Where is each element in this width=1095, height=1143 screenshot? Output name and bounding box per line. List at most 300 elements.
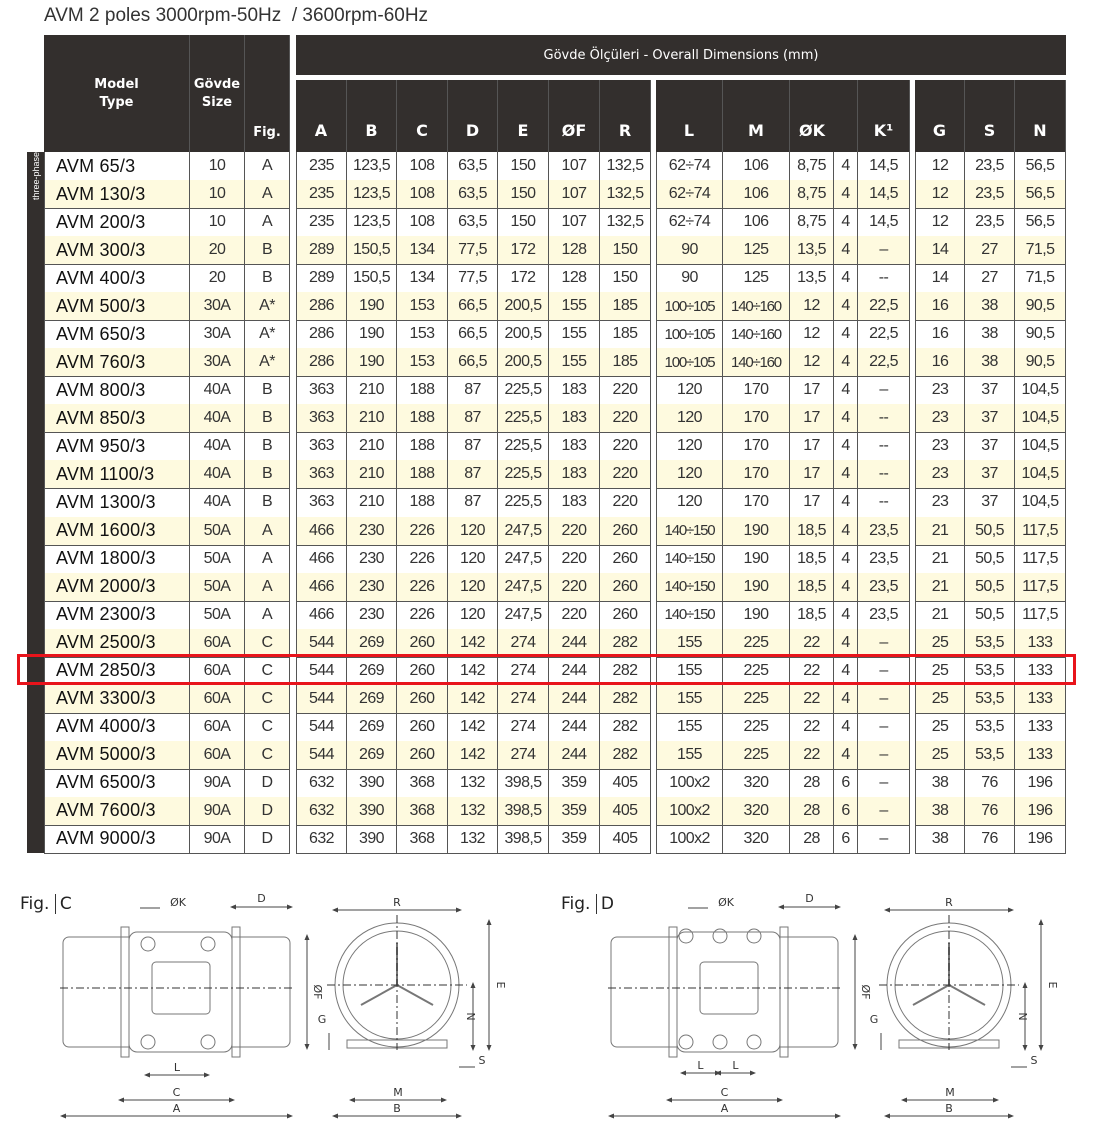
table-cell: 282	[600, 685, 651, 714]
table-cell: 120	[448, 601, 498, 630]
table-cell: 142	[448, 629, 498, 658]
table-cell: 6	[834, 769, 858, 798]
table-cell: 22	[790, 657, 834, 686]
table-cell: 117,5	[1015, 517, 1066, 546]
table-cell: 282	[600, 657, 651, 686]
table-cell: –	[858, 629, 910, 658]
header-dim-C: C	[397, 80, 448, 152]
table-cell: 104,5	[1015, 404, 1066, 433]
dimension-label-f: ØF	[311, 984, 324, 1000]
table-cell: 172	[498, 236, 549, 265]
table-cell: 12	[915, 152, 965, 181]
table-cell: 260	[600, 601, 651, 630]
table-cell: 8,75	[790, 152, 834, 181]
table-cell: 282	[600, 629, 651, 658]
table-cell: 244	[549, 657, 600, 686]
table-cell: 53,5	[965, 713, 1015, 742]
table-cell: 150,5	[347, 264, 397, 293]
table-cell: 150,5	[347, 236, 397, 265]
header-size	[190, 35, 245, 152]
model-name-cell: AVM 300/3	[44, 236, 190, 265]
table-cell: 183	[549, 376, 600, 405]
table-cell: 71,5	[1015, 236, 1066, 265]
table-cell: 170	[723, 404, 790, 433]
model-name-cell: AVM 9000/3	[44, 825, 190, 854]
table-cell: –	[858, 769, 910, 798]
table-cell: 120	[656, 404, 723, 433]
dimension-label-g: G	[869, 1013, 879, 1026]
table-cell: 260	[397, 629, 448, 658]
table-cell: 247,5	[498, 601, 549, 630]
header-dim-ØK: ØK	[790, 80, 834, 152]
table-cell: 56,5	[1015, 208, 1066, 237]
dimension-drawings	[0, 860, 1095, 1143]
table-cell: 27	[965, 264, 1015, 293]
table-cell: 106	[723, 152, 790, 181]
table-cell: 225,5	[498, 460, 549, 489]
table-cell: 27	[965, 236, 1015, 265]
table-cell: 225,5	[498, 488, 549, 517]
table-cell: 108	[397, 152, 448, 181]
table-cell: 120	[656, 432, 723, 461]
table-cell: B	[245, 488, 290, 517]
table-cell: 66,5	[448, 292, 498, 321]
table-cell: –	[858, 825, 910, 854]
table-cell: 22	[790, 713, 834, 742]
table-cell: 117,5	[1015, 573, 1066, 602]
table-cell: 286	[296, 348, 347, 377]
table-cell: 23	[915, 460, 965, 489]
model-name-cell: AVM 6500/3	[44, 769, 190, 798]
table-cell: 188	[397, 404, 448, 433]
table-cell: 60A	[190, 657, 245, 686]
table-cell: 20	[190, 236, 245, 265]
model-name-cell: AVM 650/3	[44, 320, 190, 349]
table-cell: 10	[190, 180, 245, 209]
table-cell: 363	[296, 376, 347, 405]
table-cell: 14,5	[858, 180, 910, 209]
table-cell: 21	[915, 545, 965, 574]
table-cell: 140÷160	[723, 348, 790, 377]
table-cell: 38	[965, 320, 1015, 349]
table-cell: 134	[397, 236, 448, 265]
table-cell: 220	[600, 376, 651, 405]
table-cell: 359	[549, 825, 600, 854]
table-cell: 200,5	[498, 320, 549, 349]
table-cell: 190	[347, 348, 397, 377]
dimension-label-e: E	[1046, 981, 1059, 989]
table-cell: 125	[723, 236, 790, 265]
table-cell: –	[858, 685, 910, 714]
fig-d-prefix: Fig.	[561, 894, 591, 914]
table-cell: 23,5	[965, 208, 1015, 237]
header-dim-S: S	[965, 80, 1015, 152]
model-name-cell: AVM 850/3	[44, 404, 190, 433]
dimension-label-s: S	[478, 1054, 486, 1067]
table-cell: 28	[790, 797, 834, 826]
table-cell: 188	[397, 432, 448, 461]
table-cell: 269	[347, 629, 397, 658]
table-cell: 142	[448, 657, 498, 686]
table-cell: 12	[790, 292, 834, 321]
table-cell: 23,5	[858, 517, 910, 546]
table-cell: 4	[834, 432, 858, 461]
table-cell: 269	[347, 713, 397, 742]
dimension-label-b: B	[393, 1102, 401, 1115]
table-cell: 76	[965, 797, 1015, 826]
table-cell: 123,5	[347, 152, 397, 181]
table-cell: 544	[296, 629, 347, 658]
table-cell: 25	[915, 629, 965, 658]
table-cell: 50A	[190, 517, 245, 546]
table-cell: 320	[723, 825, 790, 854]
table-cell: D	[245, 797, 290, 826]
dimension-label-d: D	[257, 892, 266, 905]
table-cell: 123,5	[347, 208, 397, 237]
table-cell: 4	[834, 348, 858, 377]
table-cell: 363	[296, 432, 347, 461]
table-cell: 235	[296, 208, 347, 237]
table-cell: A*	[245, 292, 290, 321]
table-cell: 244	[549, 713, 600, 742]
table-cell: 100x2	[656, 825, 723, 854]
table-cell: 40A	[190, 432, 245, 461]
table-cell: 183	[549, 404, 600, 433]
table-cell: 226	[397, 573, 448, 602]
table-cell: 22	[790, 741, 834, 770]
model-name-cell: AVM 3300/3	[44, 685, 190, 714]
table-cell: 100÷105	[656, 320, 723, 349]
dimension-label-g: G	[317, 1013, 327, 1026]
table-cell: 37	[965, 460, 1015, 489]
table-cell: 53,5	[965, 629, 1015, 658]
table-cell: 269	[347, 741, 397, 770]
table-cell: D	[245, 769, 290, 798]
table-cell: 90,5	[1015, 320, 1066, 349]
dimension-label-a: A	[720, 1102, 729, 1115]
table-cell: 25	[915, 741, 965, 770]
table-cell: 14	[915, 236, 965, 265]
center-frame	[677, 932, 780, 1052]
table-cell: 40A	[190, 376, 245, 405]
table-cell: 13,5	[790, 264, 834, 293]
table-cell: 170	[723, 488, 790, 517]
table-cell: 50,5	[965, 601, 1015, 630]
table-cell: 50A	[190, 573, 245, 602]
table-cell: 244	[549, 629, 600, 658]
table-cell: --	[858, 404, 910, 433]
table-cell: 18,5	[790, 601, 834, 630]
model-name-cell: AVM 4000/3	[44, 713, 190, 742]
table-cell: 38	[965, 292, 1015, 321]
table-cell: 90,5	[1015, 348, 1066, 377]
table-cell: 4	[834, 573, 858, 602]
model-name-cell: AVM 1800/3	[44, 545, 190, 574]
table-cell: 140÷160	[723, 292, 790, 321]
table-cell: 210	[347, 404, 397, 433]
table-cell: B	[245, 460, 290, 489]
table-cell: 132	[448, 825, 498, 854]
table-cell: 6	[834, 825, 858, 854]
table-cell: 220	[600, 432, 651, 461]
model-name-cell: AVM 7600/3	[44, 797, 190, 826]
page-title: AVM 2 poles 3000rpm-50Hz / 3600rpm-60Hz	[44, 5, 429, 26]
table-cell: 30A	[190, 348, 245, 377]
table-cell: 544	[296, 657, 347, 686]
table-cell: 106	[723, 208, 790, 237]
flange-right	[232, 927, 240, 1057]
table-cell: 226	[397, 601, 448, 630]
table-cell: 132	[448, 797, 498, 826]
table-cell: 225	[723, 685, 790, 714]
table-cell: 4	[834, 320, 858, 349]
table-cell: 100x2	[656, 769, 723, 798]
table-cell: 62÷74	[656, 152, 723, 181]
table-cell: 60A	[190, 685, 245, 714]
table-cell: 120	[656, 488, 723, 517]
header-model-type	[44, 35, 190, 152]
table-cell: 87	[448, 488, 498, 517]
table-cell: 40A	[190, 404, 245, 433]
header-dim-count	[834, 80, 858, 152]
table-cell: 63,5	[448, 208, 498, 237]
table-cell: 16	[915, 292, 965, 321]
table-cell: 128	[549, 264, 600, 293]
table-cell: 153	[397, 348, 448, 377]
header-dim-B: B	[347, 80, 397, 152]
drawing-line	[397, 985, 433, 1005]
header-fig-label: Fig.	[253, 125, 281, 140]
table-cell: 368	[397, 769, 448, 798]
model-name-cell: AVM 1600/3	[44, 517, 190, 546]
header-fig	[245, 35, 290, 152]
table-cell: 56,5	[1015, 152, 1066, 181]
table-cell: 50,5	[965, 573, 1015, 602]
table-cell: 4	[834, 545, 858, 574]
table-cell: A	[245, 545, 290, 574]
table-cell: 50A	[190, 545, 245, 574]
drawing-line	[361, 985, 397, 1005]
table-cell: 140÷150	[656, 545, 723, 574]
table-cell: 155	[656, 713, 723, 742]
table-cell: 286	[296, 292, 347, 321]
table-cell: 260	[600, 573, 651, 602]
table-cell: 368	[397, 797, 448, 826]
table-cell: 155	[549, 320, 600, 349]
table-cell: 155	[549, 348, 600, 377]
table-cell: 60A	[190, 713, 245, 742]
table-cell: 225	[723, 713, 790, 742]
table-cell: 17	[790, 376, 834, 405]
table-cell: 247,5	[498, 517, 549, 546]
table-cell: 363	[296, 404, 347, 433]
table-cell: A	[245, 180, 290, 209]
table-cell: 320	[723, 797, 790, 826]
table-cell: 225,5	[498, 376, 549, 405]
table-cell: 90	[656, 264, 723, 293]
table-cell: A	[245, 517, 290, 546]
header-dim-D: D	[448, 80, 498, 152]
table-cell: 50A	[190, 601, 245, 630]
table-cell: 21	[915, 573, 965, 602]
dimension-label-k: ØK	[170, 896, 186, 909]
table-cell: 117,5	[1015, 545, 1066, 574]
header-size-label: Gövde Size	[193, 76, 241, 110]
table-cell: –	[858, 236, 910, 265]
table-cell: 76	[965, 825, 1015, 854]
dimension-label-b: B	[945, 1102, 953, 1115]
header-dim-N: N	[1015, 80, 1066, 152]
table-cell: 260	[600, 517, 651, 546]
table-cell: 244	[549, 685, 600, 714]
header-dim-A: A	[296, 80, 347, 152]
table-cell: 56,5	[1015, 180, 1066, 209]
table-cell: 77,5	[448, 264, 498, 293]
table-cell: 128	[549, 236, 600, 265]
model-name-cell: AVM 800/3	[44, 376, 190, 405]
table-cell: –	[858, 741, 910, 770]
table-cell: 10	[190, 152, 245, 181]
table-cell: 170	[723, 460, 790, 489]
table-cell: 14,5	[858, 208, 910, 237]
fig-d-letter: D	[596, 894, 614, 914]
header-group	[296, 35, 1066, 75]
table-cell: 4	[834, 460, 858, 489]
table-cell: 544	[296, 713, 347, 742]
table-cell: 12	[915, 208, 965, 237]
table-cell: C	[245, 685, 290, 714]
table-cell: 4	[834, 152, 858, 181]
table-cell: 220	[600, 404, 651, 433]
table-cell: 37	[965, 432, 1015, 461]
table-cell: 108	[397, 180, 448, 209]
table-cell: 30A	[190, 292, 245, 321]
table-cell: 150	[498, 180, 549, 209]
table-cell: 196	[1015, 797, 1066, 826]
table-cell: 8,75	[790, 180, 834, 209]
table-cell: 196	[1015, 825, 1066, 854]
table-cell: B	[245, 404, 290, 433]
table-cell: 25	[915, 713, 965, 742]
table-cell: 23	[915, 404, 965, 433]
table-cell: 220	[549, 545, 600, 574]
table-cell: 123,5	[347, 180, 397, 209]
table-cell: 4	[834, 180, 858, 209]
table-cell: 132	[448, 769, 498, 798]
model-name-cell: AVM 2850/3	[44, 657, 190, 686]
table-cell: 210	[347, 488, 397, 517]
table-cell: 4	[834, 685, 858, 714]
table-cell: 230	[347, 545, 397, 574]
dimension-label-k: ØK	[718, 896, 734, 909]
table-cell: 8,75	[790, 208, 834, 237]
table-cell: 104,5	[1015, 376, 1066, 405]
dimension-label-f: ØF	[859, 984, 872, 1000]
table-cell: 90A	[190, 769, 245, 798]
model-name-cell: AVM 2000/3	[44, 573, 190, 602]
table-cell: 274	[498, 657, 549, 686]
table-cell: 466	[296, 545, 347, 574]
table-cell: --	[858, 432, 910, 461]
table-cell: A*	[245, 348, 290, 377]
table-cell: 405	[600, 825, 651, 854]
table-cell: 100x2	[656, 797, 723, 826]
table-cell: 133	[1015, 629, 1066, 658]
dimension-label-s: S	[1030, 1054, 1038, 1067]
table-cell: 53,5	[965, 685, 1015, 714]
table-cell: 16	[915, 348, 965, 377]
table-cell: 37	[965, 404, 1015, 433]
table-cell: 14	[915, 264, 965, 293]
table-cell: 390	[347, 797, 397, 826]
table-cell: 185	[600, 348, 651, 377]
dimension-label-c: C	[720, 1086, 729, 1099]
dimension-label-r: R	[393, 896, 401, 909]
table-cell: 12	[915, 180, 965, 209]
table-cell: 466	[296, 517, 347, 546]
table-cell: 632	[296, 797, 347, 826]
drawing-line	[913, 985, 949, 1005]
table-cell: 4	[834, 517, 858, 546]
flange-left	[121, 927, 129, 1057]
table-cell: 289	[296, 264, 347, 293]
table-cell: 120	[448, 545, 498, 574]
three-phase-label: three-phase	[31, 151, 41, 200]
table-cell: 142	[448, 713, 498, 742]
table-cell: 107	[549, 180, 600, 209]
table-cell: 155	[549, 292, 600, 321]
table-cell: 155	[656, 657, 723, 686]
table-cell: 21	[915, 517, 965, 546]
table-cell: 12	[790, 320, 834, 349]
table-cell: 22	[790, 685, 834, 714]
table-cell: 368	[397, 825, 448, 854]
table-cell: 4	[834, 404, 858, 433]
table-cell: 87	[448, 460, 498, 489]
table-cell: 632	[296, 825, 347, 854]
model-name-cell: AVM 200/3	[44, 208, 190, 237]
table-cell: 37	[965, 488, 1015, 517]
table-cell: C	[245, 713, 290, 742]
header-group-label: Gövde Ölçüleri - Overall Dimensions (mm)	[543, 47, 819, 63]
table-cell: 4	[834, 264, 858, 293]
table-cell: A	[245, 208, 290, 237]
table-cell: 183	[549, 488, 600, 517]
table-cell: 390	[347, 825, 397, 854]
table-cell: 120	[448, 517, 498, 546]
table-cell: 90A	[190, 797, 245, 826]
table-cell: 40A	[190, 488, 245, 517]
table-cell: 12	[790, 348, 834, 377]
table-cell: 140÷150	[656, 517, 723, 546]
table-cell: 16	[915, 320, 965, 349]
table-cell: 153	[397, 320, 448, 349]
table-cell: 100÷105	[656, 348, 723, 377]
table-cell: 87	[448, 432, 498, 461]
dimension-label-d: D	[805, 892, 814, 905]
table-cell: 23,5	[965, 152, 1015, 181]
table-cell: 155	[656, 685, 723, 714]
table-cell: 185	[600, 320, 651, 349]
model-name-cell: AVM 1300/3	[44, 488, 190, 517]
dimension-label-l: L	[697, 1059, 704, 1072]
table-cell: 4	[834, 236, 858, 265]
table-cell: 260	[397, 741, 448, 770]
header-dim-R: R	[600, 80, 651, 152]
table-cell: 220	[600, 488, 651, 517]
model-name-cell: AVM 950/3	[44, 432, 190, 461]
table-cell: 210	[347, 460, 397, 489]
